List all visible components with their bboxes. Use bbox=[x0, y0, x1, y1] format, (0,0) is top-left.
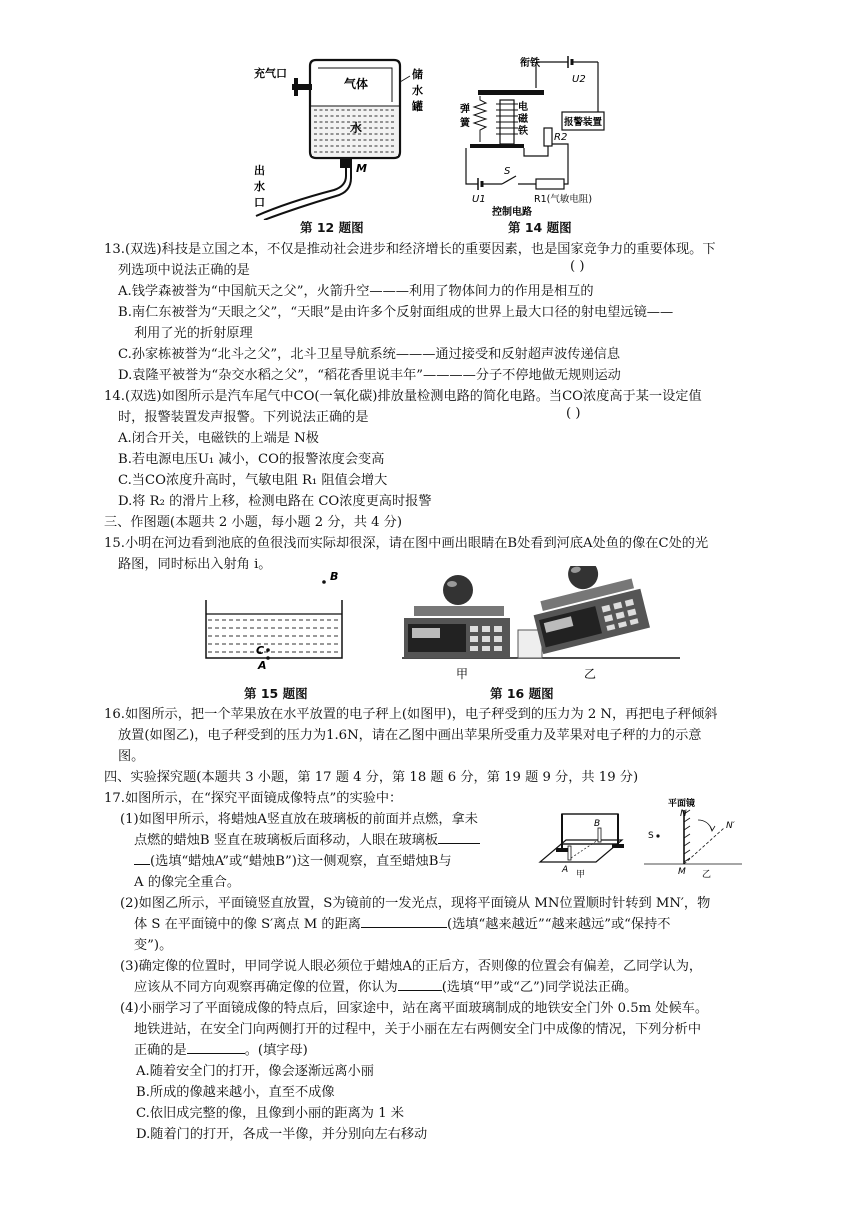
q16-line-1: 16.如图所示，把一个苹果放在水平放置的电子秤上(如图甲)，电子秤受到的压力为 2 N，再把电子秤倾斜 bbox=[104, 707, 718, 722]
q14-option-c: C.当CO浓度升高时，气敏电阻 R₁ 阻值会增大 bbox=[118, 473, 388, 488]
label-s: S bbox=[648, 831, 654, 841]
q17-part4-line-3: 正确的是 。(填字母) bbox=[134, 1043, 308, 1058]
section-3-heading: 三、作图题(本题共 2 小题，每小题 2 分，共 4 分) bbox=[104, 515, 402, 530]
spring-label-1: 弹 bbox=[460, 104, 470, 115]
q16-line-2: 放置(如图乙)，电子秤受到的压力为1.6N，请在乙图中画出苹果所受重力及苹果对电子秤的力的示意 bbox=[118, 728, 702, 743]
q15-line-2: 路图，同时标出入射角 i。 bbox=[118, 557, 272, 572]
q13-stem-1: 13.(双选)科技是立国之本，不仅是推动社会进步和经济增长的重要因素，也是国家竞争力的重要体现。下 bbox=[104, 242, 716, 257]
label-yi: 乙 bbox=[584, 667, 597, 681]
label-m: M bbox=[678, 867, 686, 877]
tank-label-2: 水 bbox=[412, 84, 423, 97]
q17-part4-line-2: 地铁进站，在安全门向两侧打开的过程中，关于小丽在左右两侧安全门中成像的情况，下列分析中 bbox=[134, 1022, 702, 1037]
q14-answer-bracket: ( ) bbox=[566, 406, 581, 421]
q17-option-d: D.随着门的打开，各成一半像，并分别向左右移动 bbox=[136, 1127, 428, 1142]
q17-stem: 17.如图所示，在“探究平面镜成像特点”的实验中： bbox=[104, 791, 403, 806]
label-n-prime: N′ bbox=[726, 821, 735, 831]
q17-option-c: C.依旧成完整的像，且像到小丽的距离为 1 米 bbox=[136, 1106, 404, 1121]
point-b-label: B bbox=[330, 570, 339, 583]
figure-12-water-tank bbox=[248, 52, 438, 220]
tank-label-1: 储 bbox=[412, 68, 423, 81]
q13-option-b-1: B.南仁东被誉为“天眼之父”，“天眼”是由许多个反射面组成的世界上最大口径的射电望远镜—— bbox=[118, 305, 674, 320]
q13-option-d: D.袁隆平被誉为“杂交水稻之父”，“稻花香里说丰年”————分子不停地做无规则运动 bbox=[118, 368, 621, 383]
candle-a-label: A bbox=[562, 865, 569, 875]
q13-option-a: A.钱学森被誉为“中国航天之父”，火箭升空———利用了物体间力的作用是相互的 bbox=[118, 284, 594, 299]
r1-label: R1(气敏电阻) bbox=[534, 194, 593, 205]
q17-part2-line-3: 变”)。 bbox=[134, 938, 173, 953]
label-jia-17: 甲 bbox=[576, 870, 586, 878]
q14-option-a: A.闭合开关，电磁铁的上端是 N极 bbox=[118, 431, 319, 446]
q17-part2-line-2: 体 S 在平面镜中的像 S′离点 M 的距离 (选填“越来越近”“越来越远”或“保持不 bbox=[134, 917, 671, 932]
control-circuit-label: 控制电路 bbox=[492, 207, 532, 218]
q13-option-b-2: 利用了光的折射原理 bbox=[134, 326, 253, 341]
mirror-label: 平面镜 bbox=[668, 799, 696, 809]
figure-15-pond bbox=[200, 566, 350, 682]
figure-14-caption: 第 14 题图 bbox=[508, 220, 572, 235]
q17-part2-blank[interactable] bbox=[361, 915, 447, 928]
figure-15-caption: 第 15 题图 bbox=[244, 686, 308, 701]
switch-label: S bbox=[504, 166, 511, 177]
figure-17-mirror-setup bbox=[536, 798, 746, 878]
figure-16-scales bbox=[396, 566, 686, 682]
water-label: 水 bbox=[350, 121, 363, 135]
q17-part1-line-3: (选填“蜡烛A”或“蜡烛B”)这一侧观察，直至蜡烛B与 bbox=[134, 850, 452, 869]
q17-part3-line-1: (3)确定像的位置时，甲同学说人眼必须位于蜡烛A的正后方，否则像的位置会有偏差，乙同学认为， bbox=[120, 959, 703, 974]
q13-option-c: C.孙家栋被誉为“北斗之父”，北斗卫星导航系统———通过接受和反射超声波传递信息 bbox=[118, 347, 621, 362]
u1-label: U1 bbox=[472, 194, 486, 205]
q14-option-d: D.将 R₂ 的滑片上移，检测电路在 CO浓度更高时报警 bbox=[118, 494, 432, 509]
q14-stem-2: 时，报警装置发声报警。下列说法正确的是 bbox=[118, 410, 369, 425]
figure-14-alarm-circuit bbox=[458, 52, 608, 220]
q17-part4-blank[interactable] bbox=[187, 1041, 245, 1054]
q14-option-b: B.若电源电压U₁ 减小，CO的报警浓度会变高 bbox=[118, 452, 385, 467]
electromagnet-label-3: 铁 bbox=[518, 126, 528, 137]
spring-label-2: 簧 bbox=[460, 118, 470, 129]
candle-b-label: B bbox=[594, 819, 601, 829]
tank-label-3: 罐 bbox=[412, 100, 423, 113]
q17-part3-blank[interactable] bbox=[398, 978, 442, 991]
electromagnet-label-1: 电 bbox=[518, 102, 528, 113]
q15-line-1: 15.小明在河边看到池底的鱼很浅而实际却很深，请在图中画出眼睛在B处看到河底A处鱼的像在C处的光 bbox=[104, 536, 709, 551]
point-c-label: C bbox=[256, 644, 265, 657]
q17-option-b: B.所成的像越来越小，直至不成像 bbox=[136, 1085, 335, 1100]
q17-part2-line-1: (2)如图乙所示，平面镜竖直放置，S为镜前的一发光点，现将平面镜从 MN位置顺时针转到 MN′，物 bbox=[120, 896, 711, 911]
q17-option-a: A.随着安全门的打开，像会逐渐远离小丽 bbox=[136, 1064, 374, 1079]
u2-label: U2 bbox=[572, 74, 586, 85]
armature-label: 衔铁 bbox=[520, 58, 540, 69]
q17-part1-line-4: A 的像完全重合。 bbox=[134, 875, 241, 890]
q13-answer-bracket: ( ) bbox=[570, 259, 585, 274]
label-yi-17: 乙 bbox=[702, 870, 712, 878]
figure-12-caption: 第 12 题图 bbox=[300, 220, 364, 235]
outlet-label-2: 水 bbox=[254, 180, 265, 193]
r2-label: R2 bbox=[554, 132, 568, 143]
outlet-label-3: 口 bbox=[254, 196, 265, 209]
label-n: N bbox=[680, 809, 687, 819]
q17-part1-blank-b[interactable] bbox=[134, 852, 150, 865]
figure-16-caption: 第 16 题图 bbox=[490, 686, 554, 701]
q16-line-3: 图。 bbox=[118, 749, 145, 764]
label-jia: 甲 bbox=[456, 667, 469, 681]
outlet-label-1: 出 bbox=[254, 164, 265, 177]
point-a-label: A bbox=[258, 659, 267, 672]
alarm-label: 报警装置 bbox=[564, 117, 603, 128]
q17-part1-line-2: 点燃的蜡烛B 竖直在玻璃板后面移动，人眼在玻璃板 bbox=[134, 829, 480, 848]
valve-label: M bbox=[356, 162, 367, 175]
q17-part4-line-1: (4)小丽学习了平面镜成像的特点后，回家途中，站在离平面玻璃制成的地铁安全门外 0.5m 处候车。 bbox=[120, 1001, 709, 1016]
electromagnet-label-2: 磁 bbox=[518, 114, 528, 125]
section-4-heading: 四、实验探究题(本题共 3 小题，第 17 题 4 分，第 18 题 6 分，第 19 题 9 分，共 19 分) bbox=[104, 770, 639, 785]
q13-stem-2: 列选项中说法正确的是 bbox=[118, 263, 250, 278]
q17-part1-blank-a[interactable] bbox=[438, 831, 480, 844]
gas-label: 气体 bbox=[344, 77, 369, 91]
q17-part1-line-1: (1)如图甲所示，将蜡烛A竖直放在玻璃板的前面并点燃，拿未 bbox=[120, 812, 478, 827]
q14-stem-1: 14.(双选)如图所示是汽车尾气中CO(一氧化碳)排放量检测电路的简化电路。当CO浓度高于某一设定值 bbox=[104, 389, 702, 404]
q17-part3-line-2: 应该从不同方向观察再确定像的位置，你认为 (选填“甲”或“乙”)同学说法正确。 bbox=[134, 980, 638, 995]
inlet-label: 充气口 bbox=[254, 67, 287, 80]
